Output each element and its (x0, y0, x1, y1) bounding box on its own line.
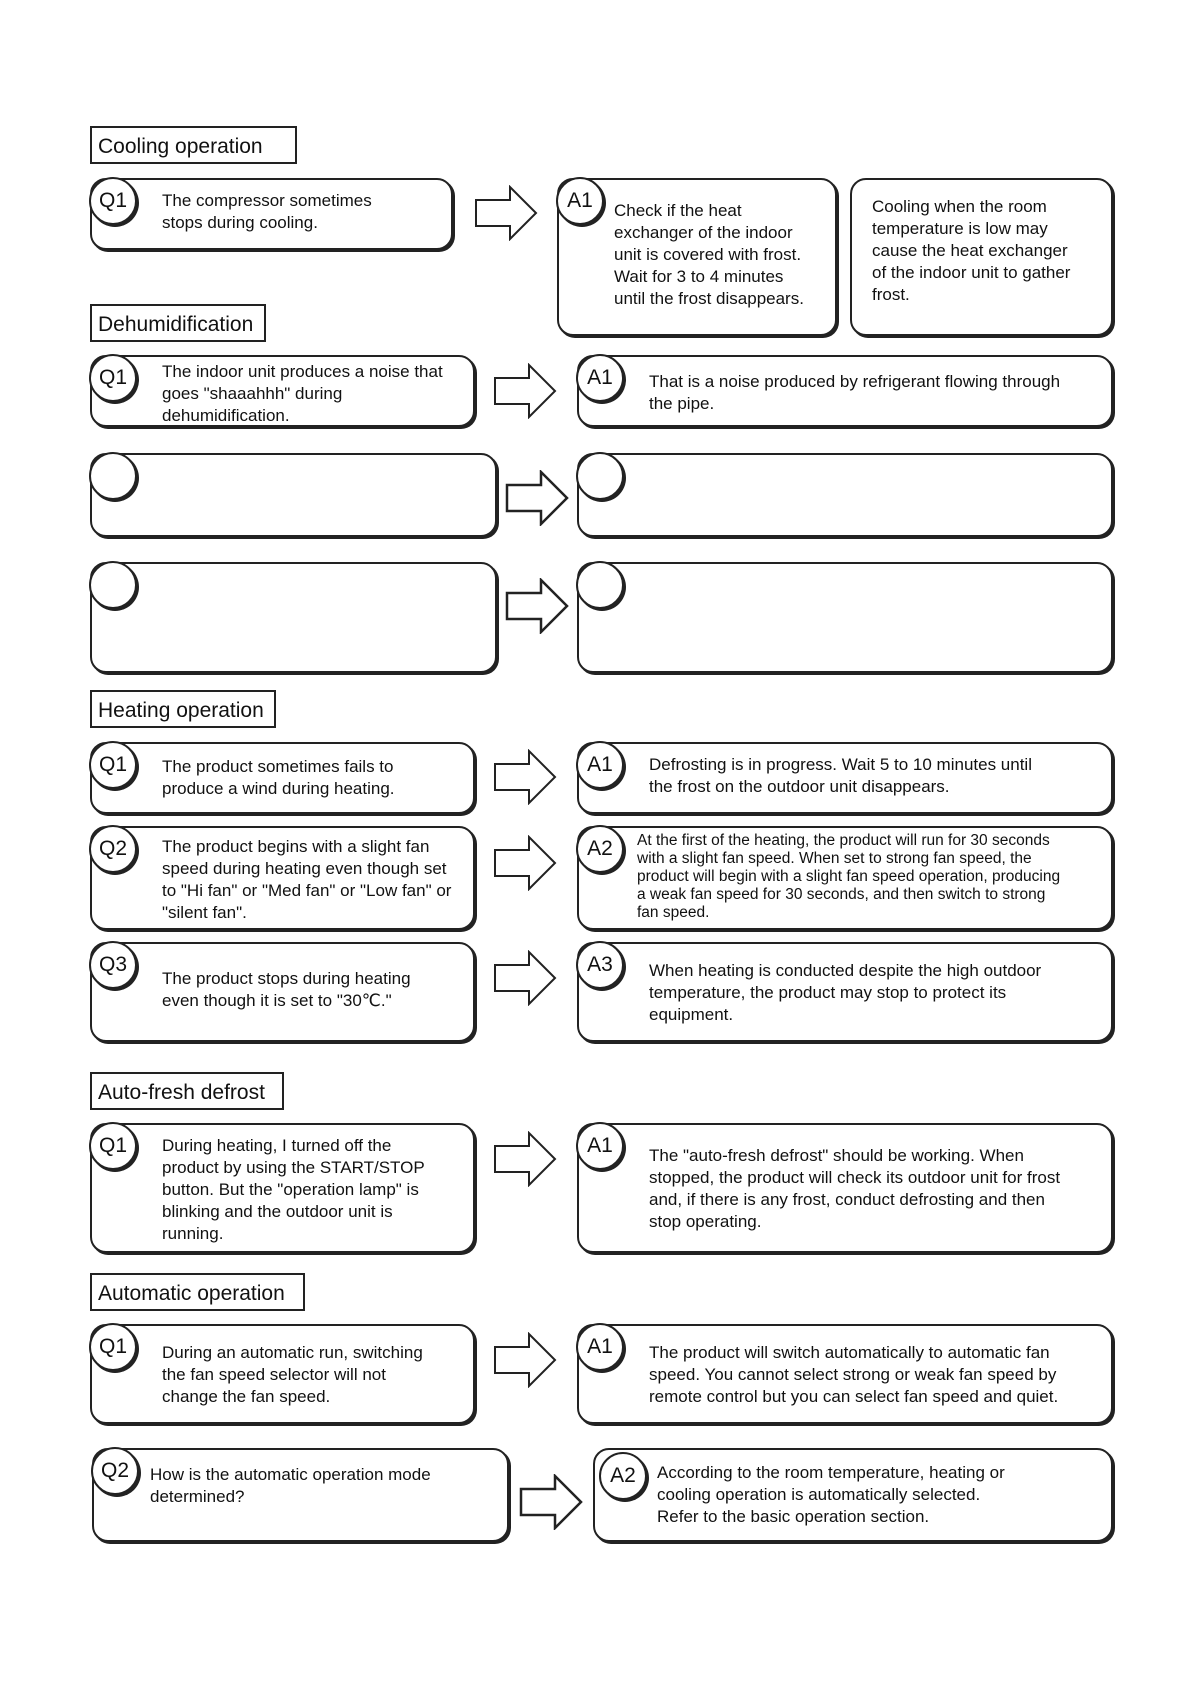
arrow-right-icon (493, 950, 559, 1006)
answer-text: The product will switch automatically to automatic fan speed. You cannot select strong or weak fan speed by remote control but you can select fan speed and quiet. (649, 1343, 1059, 1406)
section-title-cooling: Cooling operation (90, 126, 297, 164)
question-badge: Q1 (89, 741, 137, 789)
question-text: The indoor unit produces a noise that goes "shaaahhh" during dehumidification. (162, 362, 443, 425)
question-badge: Q1 (89, 354, 137, 402)
automatic-a2-box (593, 1448, 1113, 1542)
heating-q3-box (90, 942, 475, 1042)
cooling-q1-box (90, 178, 453, 250)
automatic-q2-box (92, 1448, 509, 1542)
arrow-right-icon (493, 363, 559, 419)
automatic-a1-box (577, 1324, 1113, 1424)
question-text: The compressor sometimes stops during cooling. (162, 191, 372, 232)
dehumidification-q1-box (90, 355, 475, 427)
arrow-right-icon (493, 1131, 559, 1187)
answer-text: At the first of the heating, the product will run for 30 seconds with a slight fan speed. When set to strong fan speed, the product will begin with a slight fan speed operation, producing a weak fan speed for 30 seconds, and then switch to strong fan speed. (637, 832, 1061, 921)
answer-badge: A1 (576, 354, 624, 402)
answer-badge: A1 (576, 1122, 624, 1170)
question-text: How is the automatic operation mode determined? (150, 1465, 431, 1506)
section-title-autofresh: Auto-fresh defrost (90, 1072, 284, 1110)
section-title-heating: Heating operation (90, 690, 276, 728)
empty-answer-box (577, 562, 1113, 673)
question-text: The product stops during heating even though it is set to "30℃." (162, 969, 411, 1010)
question-badge: Q2 (91, 1447, 139, 1495)
empty-answer-box (577, 453, 1113, 537)
answer-text: Defrosting is in progress. Wait 5 to 10 minutes until the frost on the outdoor unit disappears. (649, 755, 1032, 796)
question-badge: Q1 (89, 1323, 137, 1371)
arrow-right-icon (505, 578, 571, 634)
automatic-q1-box (90, 1324, 475, 1424)
answer-text: When heating is conducted despite the high outdoor temperature, the product may stop to protect its equipment. (649, 961, 1042, 1024)
autofresh-a1-box (577, 1123, 1113, 1253)
answer-badge: A2 (599, 1452, 647, 1500)
arrow-right-icon (519, 1474, 585, 1530)
cooling-a1-box (557, 178, 837, 336)
question-text: During an automatic run, switching the fan speed selector will not change the fan speed. (162, 1343, 423, 1406)
answer-badge: A1 (576, 741, 624, 789)
heating-q2-box (90, 826, 475, 930)
arrow-right-icon (474, 185, 540, 241)
note-text: Cooling when the room temperature is low may cause the heat exchanger of the indoor unit to gather frost. (872, 197, 1071, 304)
section-title-dehumidification: Dehumidification (90, 304, 266, 342)
question-text: During heating, I turned off the product by using the START/STOP button. But the "operation lamp" is blinking and the outdoor unit is running. (162, 1136, 425, 1243)
dehumidification-a1-box (577, 355, 1113, 427)
heating-a3-box (577, 942, 1113, 1042)
autofresh-q1-box (90, 1123, 475, 1253)
answer-badge (576, 561, 624, 609)
question-text: The product sometimes fails to produce a wind during heating. (162, 757, 395, 798)
question-badge: Q2 (89, 825, 137, 873)
arrow-right-icon (493, 835, 559, 891)
heating-a1-box (577, 742, 1113, 814)
answer-text: Check if the heat exchanger of the indoor unit is covered with frost. Wait for 3 to 4 minutes until the frost disappears. (614, 201, 804, 308)
answer-badge: A1 (556, 177, 604, 225)
section-title-automatic: Automatic operation (90, 1273, 305, 1311)
arrow-right-icon (493, 1332, 559, 1388)
cooling-note-box (850, 178, 1113, 336)
answer-text: The "auto-fresh defrost" should be working. When stopped, the product will check its outdoor unit for frost and, if there is any frost, conduct defrosting and then stop operating. (649, 1146, 1061, 1231)
answer-badge (576, 452, 624, 500)
arrow-right-icon (493, 749, 559, 805)
answer-badge: A1 (576, 1323, 624, 1371)
question-badge: Q1 (89, 1122, 137, 1170)
question-badge: Q1 (89, 177, 137, 225)
answer-text: That is a noise produced by refrigerant flowing through the pipe. (649, 372, 1061, 413)
answer-badge: A3 (576, 941, 624, 989)
answer-badge: A2 (576, 825, 624, 873)
empty-question-box (90, 453, 497, 537)
arrow-right-icon (505, 470, 571, 526)
heating-q1-box (90, 742, 475, 814)
question-badge (89, 561, 137, 609)
question-badge: Q3 (89, 941, 137, 989)
empty-question-box (90, 562, 497, 673)
question-text: The product begins with a slight fan speed during heating even though set to "Hi fan" or "Med fan" or "Low fan" or "silent fan". (162, 837, 452, 922)
answer-text: According to the room temperature, heating or cooling operation is automatically selected. Refer to the basic operation section. (657, 1463, 1005, 1526)
question-badge (89, 452, 137, 500)
heating-a2-box (577, 826, 1113, 930)
